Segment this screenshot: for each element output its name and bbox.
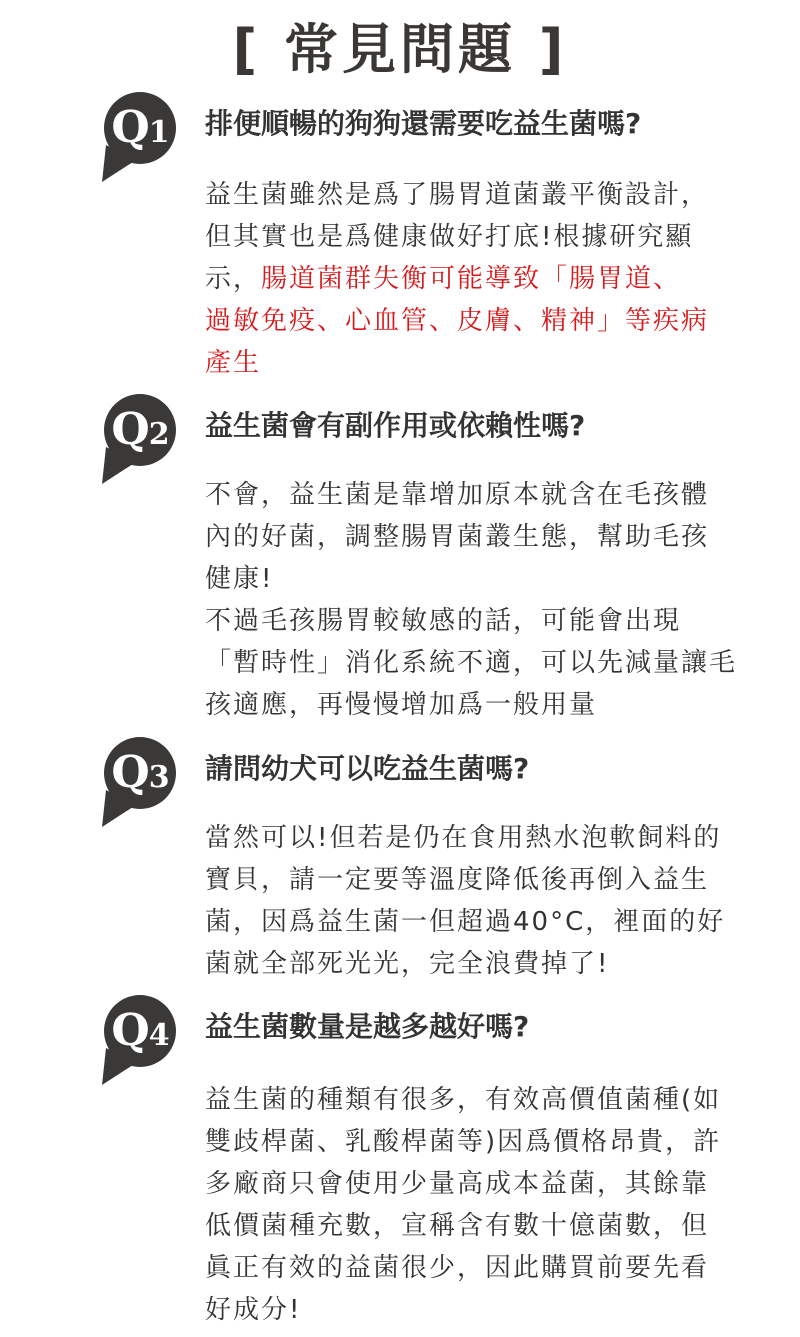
q4-question: 益生菌數量是越多越好嗎? bbox=[205, 1010, 530, 1043]
q3-question: 請問幼犬可以吃益生菌嗎? bbox=[205, 752, 530, 785]
answer-line: 健康! bbox=[205, 564, 274, 594]
highlight-text: 產生 bbox=[205, 348, 262, 378]
answer-line: 孩適應，再慢慢增加爲一般用量 bbox=[205, 690, 598, 720]
q1-badge bbox=[96, 90, 186, 185]
q3-badge-label: Q3 bbox=[111, 747, 169, 798]
answer-line: 雙歧桿菌、乳酸桿菌等)因爲價格昂貴，許 bbox=[205, 1127, 722, 1157]
answer-line: 多廠商只會使用少量高成本益菌，其餘靠 bbox=[205, 1169, 710, 1199]
q3-answer bbox=[205, 817, 725, 985]
answer-line-mixed: 示，腸道菌群失衡可能導致「腸胃道、 bbox=[205, 264, 682, 294]
answer-line: 菌，因爲益生菌一但超過40°C，裡面的好 bbox=[205, 907, 726, 937]
answer-line: 好成分! bbox=[205, 1295, 302, 1325]
q3-badge bbox=[96, 735, 186, 830]
q4-badge-label: Q4 bbox=[111, 1005, 169, 1056]
q2-badge bbox=[96, 392, 186, 487]
answer-line: 「暫時性」消化系統不適，可以先減量讓毛 bbox=[205, 648, 738, 678]
answer-line: 菌就全部死光光，完全浪費掉了! bbox=[205, 949, 610, 979]
page-title: [ 常見問題 ] bbox=[232, 18, 568, 81]
q1-answer bbox=[205, 174, 725, 384]
answer-line: 益生菌的種類有很多，有效高價值菌種(如 bbox=[205, 1085, 722, 1115]
q1-badge-label: Q1 bbox=[111, 102, 169, 153]
answer-line: 但其實也是爲健康做好打底!根據研究顯 bbox=[205, 222, 694, 252]
q2-answer bbox=[205, 474, 738, 726]
answer-line: 眞正有效的益菌很少，因此購買前要先看 bbox=[205, 1253, 710, 1283]
q1-question: 排便順暢的狗狗還需要吃益生菌嗎? bbox=[205, 107, 642, 140]
answer-line: 內的好菌，調整腸胃菌叢生態，幫助毛孩 bbox=[205, 522, 710, 552]
answer-line: 益生菌雖然是爲了腸胃道菌叢平衡設計， bbox=[205, 180, 710, 210]
q2-question: 益生菌會有副作用或依賴性嗎? bbox=[205, 409, 586, 442]
q4-answer bbox=[205, 1079, 725, 1331]
answer-line: 不會，益生菌是靠增加原本就含在毛孩體 bbox=[205, 480, 710, 510]
answer-line: 不過毛孩腸胃較敏感的話，可能會出現 bbox=[205, 606, 682, 636]
answer-line: 寶貝，請一定要等溫度降低後再倒入益生 bbox=[205, 865, 710, 895]
q2-badge-label: Q2 bbox=[111, 404, 169, 455]
highlight-text: 腸道菌群失衡可能導致「腸胃道、 bbox=[261, 264, 682, 294]
answer-line: 當然可以!但若是仍在食用熱水泡軟飼料的 bbox=[205, 823, 722, 853]
answer-line: 低價菌種充數，宣稱含有數十億菌數，但 bbox=[205, 1211, 710, 1241]
highlight-text: 過敏免疫、心血管、皮膚、精神」等疾病 bbox=[205, 306, 710, 336]
q4-badge bbox=[96, 993, 186, 1088]
